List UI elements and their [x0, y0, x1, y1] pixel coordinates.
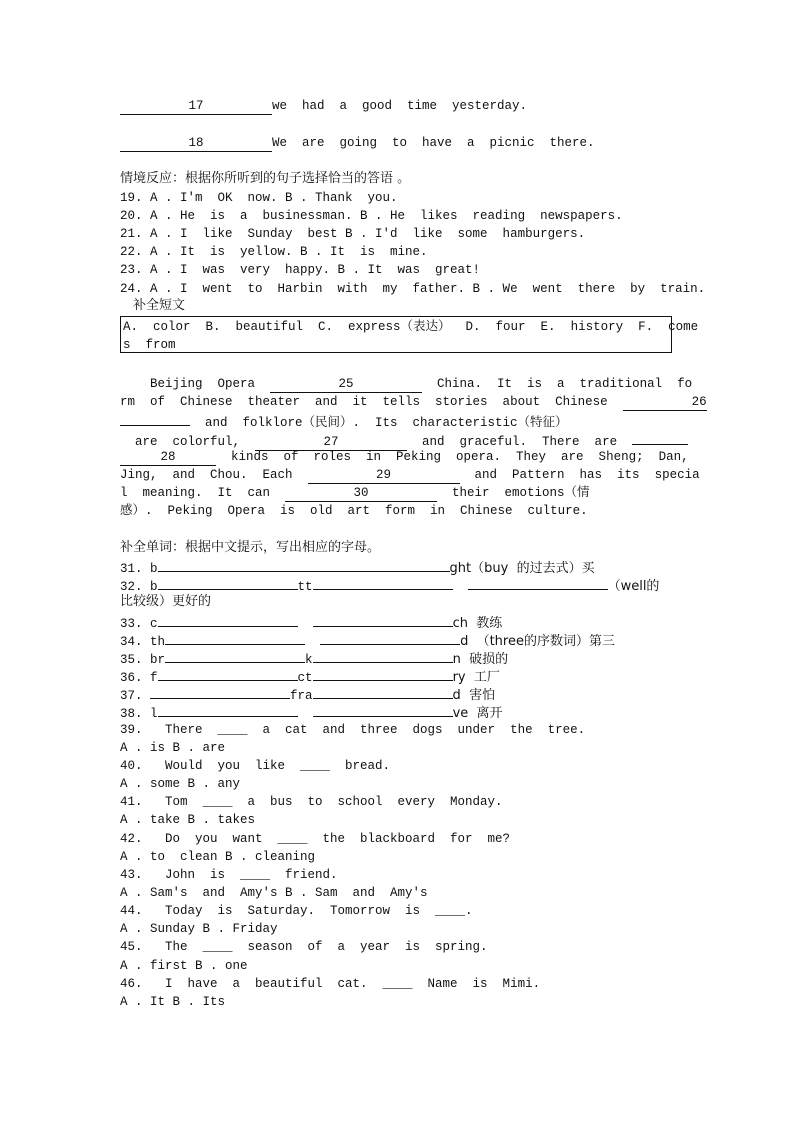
cloze-header: 补全短文 [133, 298, 186, 313]
hint: ght（buy 的过去式）买 [449, 561, 595, 576]
listen-sentence: We are going to have a picnic there. [272, 136, 595, 150]
cloze-text: and graceful. There are [407, 435, 633, 449]
item-number: 33. [120, 617, 143, 631]
cloze-line-7 [120, 484, 590, 502]
mc-question-42: 42. Do you want ____ the blackboard for me? [120, 832, 511, 846]
blank-number: 27 [323, 435, 339, 449]
listen-line-18 [120, 134, 595, 152]
blank-number: 17 [188, 99, 204, 113]
hint: d 害怕 [452, 688, 496, 703]
blank-29[interactable] [308, 469, 460, 484]
cloze-text: Jing, and Chou. Each [120, 468, 308, 482]
blank-number: 26 [691, 395, 707, 409]
cloze-text: l meaning. It can [120, 486, 286, 500]
cloze-line-5 [120, 448, 689, 466]
spelling-blank[interactable] [320, 630, 460, 645]
letters: c [150, 617, 158, 631]
mc-question-43: 43. John is ____ friend. [120, 868, 338, 882]
letters: f [150, 671, 158, 685]
cloze-line-8 [120, 502, 588, 520]
item-number: 34. [120, 635, 143, 649]
mc-question-39: 39. There ____ a cat and three dogs under the tree. [120, 723, 586, 737]
spelling-blank[interactable] [165, 630, 305, 645]
mc-question-45: 45. The ____ season of a year is spring. [120, 940, 488, 954]
spelling-blank[interactable] [313, 575, 453, 590]
hint: d （three的序数词）第三 [460, 634, 615, 649]
spelling-item-32-cont: 比较级）更好的 [120, 594, 212, 609]
spelling-blank[interactable] [158, 702, 298, 717]
response-item-21: 21. A . I like Sunday best B . I'd like some hamburgers. [120, 227, 586, 241]
word-bank-box [120, 316, 699, 353]
spelling-blank[interactable] [313, 666, 453, 681]
letters: br [150, 653, 166, 667]
blank-number: 29 [376, 468, 392, 482]
blank-28-start[interactable] [632, 430, 688, 445]
response-item-19: 19. A . I'm OK now. B . Thank you. [120, 191, 398, 205]
hint: n 破损的 [452, 652, 509, 667]
word-bank-row: A. color B. beautiful C. express（表达） D. four E. history F. come [123, 320, 699, 334]
spelling-blank[interactable] [150, 684, 290, 699]
spelling-item-38 [120, 702, 503, 723]
mc-question-40: 40. Would you like ____ bread. [120, 759, 391, 773]
spelling-blank[interactable] [313, 612, 453, 627]
mc-options-44[interactable]: A . Sunday B . Friday [120, 922, 278, 936]
blank-number: 30 [353, 486, 369, 500]
cloze-text: rm of Chinese theater and it tells stories about Chinese [120, 395, 623, 409]
letters: th [150, 635, 166, 649]
spelling-blank[interactable] [468, 575, 608, 590]
cloze-line-1 [120, 375, 692, 393]
cloze-text: Beijing Opera [120, 377, 271, 391]
cloze-text: and Pattern has its specia [459, 468, 700, 482]
spelling-header: 补全单词：根据中文提示，写出相应的字母。 [120, 540, 381, 555]
blank-25[interactable] [270, 378, 422, 393]
cloze-text: 感）. Peking Opera is old art form in Chinese culture. [120, 504, 588, 518]
cloze-text: are colorful, [120, 435, 256, 449]
letters: l [150, 707, 158, 721]
listen-line-17 [120, 97, 527, 115]
listen-sentence: we had a good time yesterday. [272, 99, 528, 113]
response-item-23: 23. A . I was very happy. B . It was great! [120, 263, 481, 277]
hint: ry 工厂 [452, 670, 500, 685]
mc-options-46[interactable]: A . It B . Its [120, 995, 226, 1009]
blank-number: 28 [160, 450, 176, 464]
spelling-blank[interactable] [313, 648, 453, 663]
blank-30[interactable] [285, 487, 437, 502]
item-number: 35. [120, 653, 143, 667]
response-item-20: 20. A . He is a businessman. B . He likes reading newspapers. [120, 209, 623, 223]
letters: k [305, 653, 313, 667]
mc-question-46: 46. I have a beautiful cat. ____ Name is Mimi. [120, 977, 541, 991]
cloze-line-6 [120, 466, 700, 484]
spelling-blank[interactable] [313, 684, 453, 699]
mc-options-40[interactable]: A . some B . any [120, 777, 241, 791]
mc-options-43[interactable]: A . Sam's and Amy's B . Sam and Amy's [120, 886, 428, 900]
cloze-line-2 [120, 393, 707, 411]
cloze-text: China. It is a traditional fo [422, 377, 693, 391]
letters: b [150, 562, 158, 576]
mc-question-44: 44. Today is Saturday. Tomorrow is ____. [120, 904, 473, 918]
item-number: 32. [120, 580, 143, 594]
spelling-blank[interactable] [158, 666, 298, 681]
mc-options-41[interactable]: A . take B . takes [120, 813, 256, 827]
item-number: 38. [120, 707, 143, 721]
blank-18[interactable] [120, 137, 272, 152]
hint: ch 教练 [452, 616, 503, 631]
blank-number: 18 [188, 136, 204, 150]
word-bank-row: s from [123, 338, 176, 352]
letters: fra [290, 689, 313, 703]
letters: tt [297, 580, 313, 594]
item-number: 36. [120, 671, 143, 685]
spelling-blank[interactable] [313, 702, 453, 717]
blank-17[interactable] [120, 100, 272, 115]
mc-options-42[interactable]: A . to clean B . cleaning [120, 850, 316, 864]
spelling-blank[interactable] [158, 575, 298, 590]
mc-options-45[interactable]: A . first B . one [120, 959, 248, 973]
responses-header: 情境反应：根据你所听到的句子选择恰当的答语 。 [120, 171, 411, 186]
hint: （well的 [607, 579, 660, 594]
spelling-blank[interactable] [165, 648, 305, 663]
letters: ct [297, 671, 313, 685]
spelling-blank[interactable] [158, 612, 298, 627]
item-number: 31. [120, 562, 143, 576]
mc-options-39[interactable]: A . is B . are [120, 741, 226, 755]
cloze-text: kinds of roles in Peking opera. They are Sheng; Dan, [216, 450, 689, 464]
response-item-22: 22. A . It is yellow. B . It is mine. [120, 245, 428, 259]
spelling-blank[interactable] [158, 557, 450, 572]
cloze-text: their emotions（情 [437, 486, 590, 500]
blank-number: 25 [338, 377, 354, 391]
letters: b [150, 580, 158, 594]
mc-question-41: 41. Tom ____ a bus to school every Monday. [120, 795, 503, 809]
item-number: 37. [120, 689, 143, 703]
blank-26-cont[interactable] [120, 411, 190, 426]
cloze-text: and folklore（民间）. Its characteristic（特征） [190, 416, 568, 430]
blank-26[interactable] [623, 396, 707, 411]
cloze-line-3 [120, 411, 568, 432]
blank-28[interactable] [120, 451, 216, 466]
response-item-24: 24. A . I went to Harbin with my father. B . We went there by train. [120, 282, 706, 296]
hint: ve 离开 [452, 706, 503, 721]
